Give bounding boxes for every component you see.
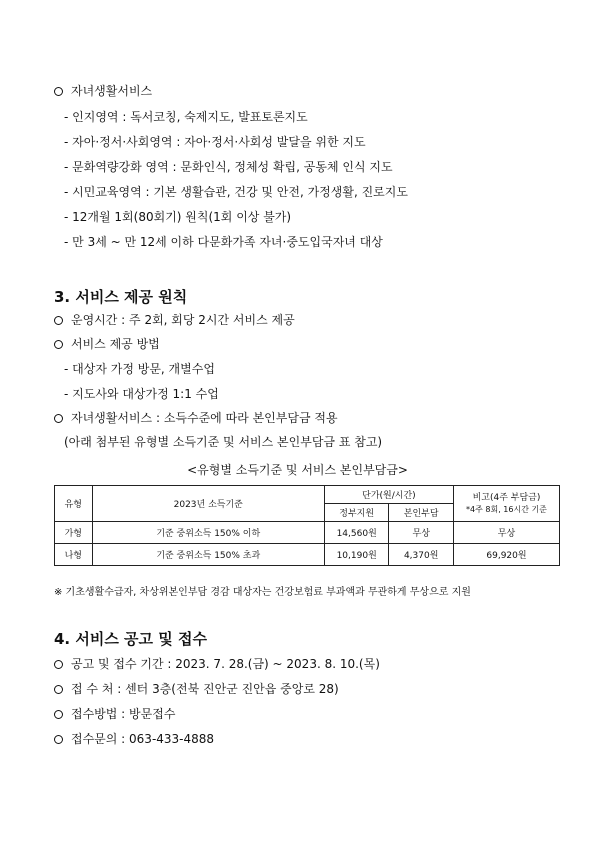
- list-item-text: 자아·정서·사회영역 : 자아·정서·사회성 발달을 위한 지도: [72, 135, 366, 149]
- header-remark: [453, 486, 559, 522]
- list-item: - 자아·정서·사회영역 : 자아·정서·사회성 발달을 위한 지도: [64, 135, 366, 149]
- list-item: - 대상자 가정 방문, 개별수업: [64, 362, 215, 376]
- copay-text: 자녀생활서비스 : 소득수준에 따라 본인부담금 적용: [71, 411, 338, 425]
- operation-text: 운영시간 : 주 2회, 회당 2시간 서비스 제공: [71, 313, 295, 327]
- cell-type: 가형: [55, 522, 93, 544]
- childcare-title-text: 자녀생활서비스: [71, 84, 153, 98]
- cell-gov: 10,190원: [324, 544, 389, 566]
- cell-remark: 무상: [453, 522, 559, 544]
- section-4-heading: 4. 서비스 공고 및 접수: [54, 630, 207, 648]
- list-item: [54, 707, 175, 721]
- table-row: [55, 522, 560, 544]
- list-item-text: 문화역량강화 영역 : 문화인식, 정체성 확립, 공동체 인식 지도: [72, 160, 393, 174]
- header-unit-price: 단가(원/시간): [324, 486, 453, 504]
- list-item-text: 공고 및 접수 기간 : 2023. 7. 28.(금) ~ 2023. 8. 10.(목): [71, 657, 380, 671]
- list-item: - 문화역량강화 영역 : 문화인식, 정체성 확립, 공동체 인식 지도: [64, 160, 393, 174]
- list-item-text: 접수문의 : 063-433-4888: [71, 732, 215, 746]
- header-self-pay: 본인부담: [389, 504, 453, 522]
- circle-bullet-icon: [54, 735, 63, 744]
- list-item-text: 대상자 가정 방문, 개별수업: [72, 362, 215, 376]
- section-3-heading: 3. 서비스 제공 원칙: [54, 288, 188, 306]
- method-title: [54, 337, 160, 351]
- circle-bullet-icon: [54, 87, 63, 96]
- cell-income: 기준 중위소득 150% 이하: [92, 522, 324, 544]
- cell-self: 4,370원: [389, 544, 453, 566]
- copay-note: (아래 첨부된 유형별 소득기준 및 서비스 본인부담금 표 참고): [64, 435, 383, 449]
- circle-bullet-icon: [54, 660, 63, 669]
- cell-income: 기준 중위소득 150% 초과: [92, 544, 324, 566]
- cell-gov: 14,560원: [324, 522, 389, 544]
- list-item-text: 인지영역 : 독서코칭, 숙제지도, 발표토론지도: [72, 110, 308, 124]
- header-gov-support: 정부지원: [324, 504, 389, 522]
- list-item: - 만 3세 ~ 만 12세 이하 다문화가족 자녀·중도입국자녀 대상: [64, 235, 383, 249]
- list-item: - 인지영역 : 독서코칭, 숙제지도, 발표토론지도: [64, 110, 308, 124]
- list-item: [54, 732, 214, 746]
- list-item-text: 시민교육영역 : 기본 생활습관, 건강 및 안전, 가정생활, 진로지도: [72, 185, 408, 199]
- copay-rule: [54, 411, 338, 425]
- table-row: [55, 544, 560, 566]
- circle-bullet-icon: [54, 414, 63, 423]
- table-footnote: ※ 기초생활수급자, 차상위본인부담 경감 대상자는 건강보험료 부과액과 무관하게 무상으로 지원: [54, 587, 471, 598]
- list-item: - 12개월 1회(80회기) 원칙(1회 이상 불가): [64, 210, 292, 224]
- operation-hours: [54, 313, 295, 327]
- list-item-text: 만 3세 ~ 만 12세 이하 다문화가족 자녀·중도입국자녀 대상: [72, 235, 383, 249]
- list-item-text: 접 수 처 : 센터 3층(전북 진안군 진안읍 중앙로 28): [71, 682, 339, 696]
- header-remark-line1: 비고(4주 부담금): [472, 492, 541, 503]
- header-income: 2023년 소득기준: [92, 486, 324, 522]
- cell-self: 무상: [389, 522, 453, 544]
- circle-bullet-icon: [54, 316, 63, 325]
- circle-bullet-icon: [54, 710, 63, 719]
- list-item-text: 접수방법 : 방문접수: [71, 707, 176, 721]
- cell-remark: 69,920원: [453, 544, 559, 566]
- list-item-text: 지도사와 대상가정 1:1 수업: [72, 387, 219, 401]
- list-item: [54, 657, 380, 671]
- list-item-text: 12개월 1회(80회기) 원칙(1회 이상 불가): [72, 210, 292, 224]
- header-remark-line2: *4주 8회, 16시간 기준: [466, 504, 547, 514]
- method-title-text: 서비스 제공 방법: [71, 337, 160, 351]
- list-item: [54, 682, 339, 696]
- circle-bullet-icon: [54, 340, 63, 349]
- circle-bullet-icon: [54, 685, 63, 694]
- list-item: - 시민교육영역 : 기본 생활습관, 건강 및 안전, 가정생활, 진로지도: [64, 185, 408, 199]
- list-item: - 지도사와 대상가정 1:1 수업: [64, 387, 219, 401]
- fee-table: [54, 485, 560, 566]
- table-caption: <유형별 소득기준 및 서비스 본인부담금>: [187, 463, 408, 477]
- header-type: 유형: [55, 486, 93, 522]
- cell-type: 나형: [55, 544, 93, 566]
- childcare-service-title: [54, 84, 152, 98]
